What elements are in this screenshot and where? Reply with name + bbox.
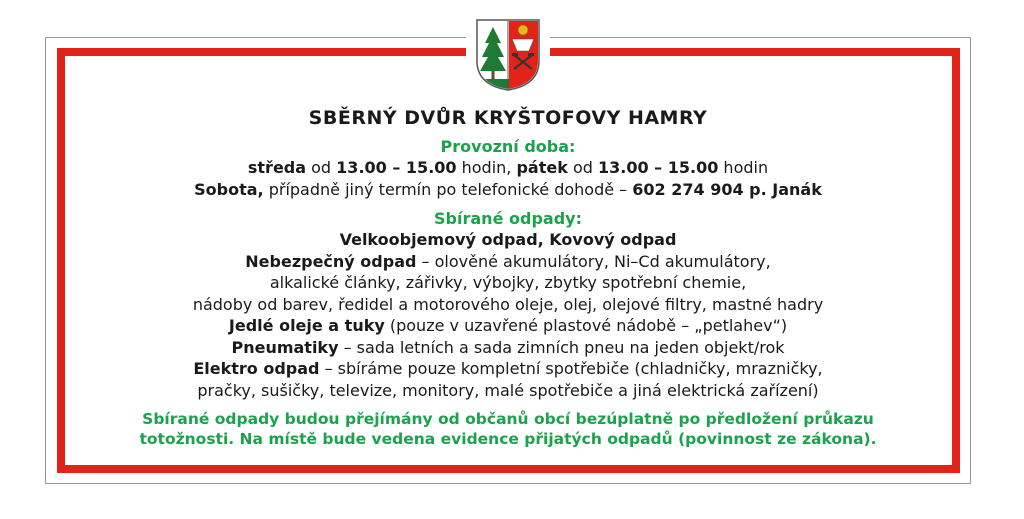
footer-note-line-1: Sbírané odpady budou přejímány od občanů obcí bezúplatně po předložení průkazu [142, 410, 874, 428]
oils-label: Jedlé oleje a tuky [228, 316, 385, 335]
coat-of-arms-icon [474, 17, 542, 92]
waste-hazardous-line-3: nádoby od barev, ředidel a motorového oleje, olej, olejové filtry, mastné hadry [192, 294, 824, 314]
time-wednesday: 13.00 – 15.00 [336, 158, 457, 177]
waste-electro-line-1: Elektro odpad – sbíráme pouze kompletní spotřebiče (chladničky, mrazničky, [193, 359, 823, 378]
waste-heading: Sbírané odpady: [434, 209, 582, 228]
electro-label: Elektro odpad [193, 359, 320, 378]
info-content [70, 103, 946, 449]
waste-oils: Jedlé oleje a tuky (pouze v uzavřené plastové nádobě – „petlahev“) [228, 316, 788, 335]
hazardous-label: Nebezpečný odpad [245, 251, 417, 271]
day-friday: pátek [516, 158, 568, 177]
page-title: SBĚRNÝ DVŮR KRYŠTOFOVY HAMRY [308, 107, 708, 129]
hours-line-1: středa od 13.00 – 15.00 hodin, pátek od 13.00 – 15.00 hodin [247, 158, 769, 177]
day-wednesday: středa [247, 158, 307, 177]
waste-tires: Pneumatiky – sada letních a sada zimních pneu na jeden objekt/rok [231, 337, 785, 357]
day-saturday: Sobota, [194, 179, 264, 199]
waste-hazardous-line-1: Nebezpečný odpad – olověné akumulátory, Ni–Cd akumulátory, [245, 251, 771, 271]
hours-heading: Provozní doba: [440, 137, 576, 156]
hours-line-2: Sobota, případně jiný termín po telefonické dohodě – 602 274 904 p. Janák [194, 179, 822, 199]
waste-electro-line-2: pračky, sušičky, televize, monitory, malé spotřebiče a jiná elektrická zařízení) [197, 380, 819, 400]
footer-note-line-2: totožnosti. Na místě bude vedena evidence přijatých odpadů (povinnost ze zákona). [139, 430, 877, 448]
waste-bulky: Velkoobjemový odpad, Kovový odpad [339, 230, 677, 249]
contact-phone: 602 274 904 p. Janák [632, 179, 822, 199]
time-friday: 13.00 – 15.00 [597, 158, 719, 177]
waste-hazardous-line-2: alkalické články, zářivky, výbojky, zbytky spotřební chemie, [269, 273, 747, 292]
tires-label: Pneumatiky [231, 337, 339, 357]
